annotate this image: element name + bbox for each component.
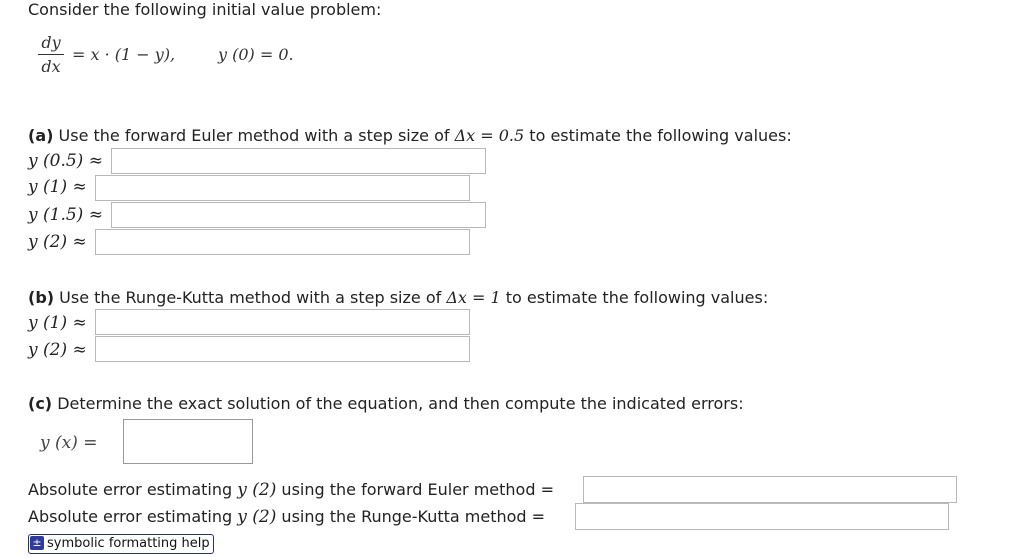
error-rk-text-after: using the Runge-Kutta method =	[281, 507, 546, 526]
part-c-prompt	[28, 394, 744, 413]
initial-condition: y (0) = 0.	[218, 45, 294, 64]
euler-label-0: y (0.5) ≈	[28, 151, 103, 171]
error-rk-input[interactable]	[575, 503, 949, 530]
rk-input-1[interactable]	[95, 336, 470, 362]
euler-label-1: y (1) ≈	[28, 177, 87, 197]
part-c-text: Determine the exact solution of the equation, and then compute the indicated errors:	[57, 394, 744, 413]
error-rk-text-before: Absolute error estimating	[28, 507, 233, 526]
euler-input-0[interactable]	[111, 148, 486, 174]
error-rk-prompt	[28, 507, 545, 527]
exact-solution-input[interactable]	[123, 419, 253, 464]
error-euler-text-before: Absolute error estimating	[28, 480, 233, 499]
part-a-prompt	[28, 126, 792, 145]
part-a-text-after: to estimate the following values:	[529, 126, 792, 145]
euler-label-2: y (1.5) ≈	[28, 205, 103, 225]
euler-label-3: y (2) ≈	[28, 232, 87, 252]
error-rk-math: y (2)	[237, 507, 277, 527]
part-b-text-after: to estimate the following values:	[505, 288, 769, 307]
help-label: symbolic formatting help	[47, 536, 210, 551]
euler-input-3[interactable]	[95, 229, 470, 255]
euler-input-2[interactable]	[111, 202, 486, 228]
part-b-step: Δx = 1	[446, 288, 501, 307]
error-euler-text-after: using the forward Euler method =	[281, 480, 554, 499]
part-b-label: (b)	[28, 288, 55, 307]
error-euler-input[interactable]	[583, 476, 957, 503]
rk-label-0: y (1) ≈	[28, 313, 87, 333]
fraction-numerator: dy	[41, 33, 61, 52]
part-c-label: (c)	[28, 394, 53, 413]
part-a-step: Δx = 0.5	[454, 126, 525, 145]
error-euler-math: y (2)	[237, 480, 277, 500]
rk-label-1: y (2) ≈	[28, 340, 87, 360]
exact-solution-label: y (x) =	[40, 433, 98, 453]
symbolic-formatting-help-button[interactable]	[28, 534, 214, 554]
error-euler-prompt	[28, 480, 554, 500]
part-b-prompt	[28, 288, 768, 307]
part-b-text-before: Use the Runge-Kutta method with a step size of	[59, 288, 442, 307]
euler-input-1[interactable]	[95, 175, 470, 201]
intro-text: Consider the following initial value problem:	[28, 0, 382, 19]
equation-rhs: = x · (1 − y),	[72, 45, 176, 64]
part-a-text-before: Use the forward Euler method with a step size of	[58, 126, 450, 145]
plus-minus-icon: ±	[30, 536, 44, 550]
rk-input-0[interactable]	[95, 309, 470, 335]
derivative-fraction	[38, 33, 64, 76]
part-a-label: (a)	[28, 126, 54, 145]
fraction-denominator: dx	[41, 57, 61, 76]
